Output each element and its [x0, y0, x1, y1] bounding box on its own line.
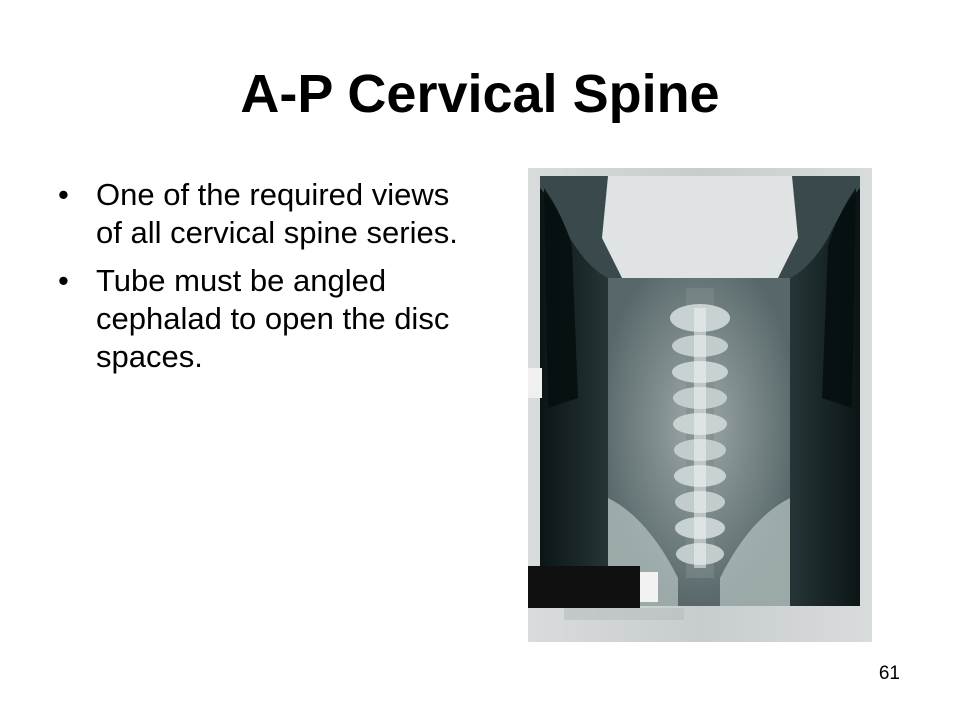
film-label-strip: [564, 608, 684, 620]
bullet-marker: •: [58, 263, 69, 298]
bullet-text: Tube must be angled cephalad to open the disc spaces.: [96, 263, 450, 374]
bullet-text: One of the required views of all cervical spine series.: [96, 177, 458, 250]
bullet-list: [58, 176, 468, 386]
upper-exposed-region: [602, 176, 798, 278]
side-marker: [528, 368, 542, 398]
bullet-marker: •: [58, 177, 69, 212]
cervical-spine-xray-image: [528, 168, 872, 642]
id-marker-block: [528, 566, 640, 608]
slide-title: A-P Cervical Spine: [240, 64, 720, 124]
page-number: 61: [878, 663, 900, 684]
xray-illustration: [528, 168, 872, 642]
id-marker-tab: [640, 572, 658, 602]
bullet-item: [58, 176, 468, 252]
bullet-item: [58, 262, 468, 376]
